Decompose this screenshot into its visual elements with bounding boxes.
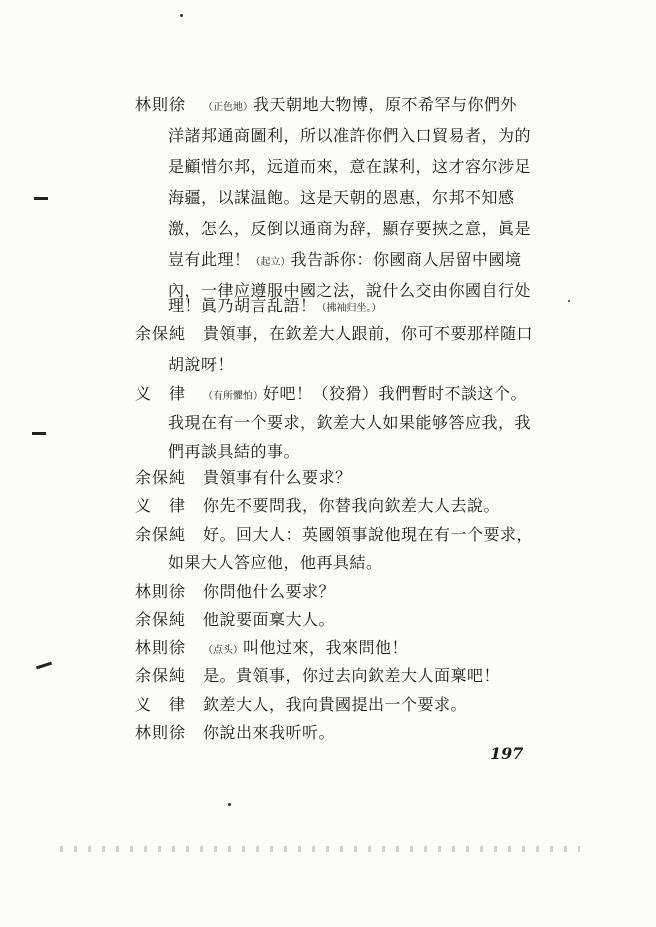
scan-speck [228, 803, 231, 806]
speaker-name: 林則徐 [135, 582, 187, 601]
speaker-name: 余保純 [135, 324, 187, 343]
dialogue-line [203, 666, 500, 686]
dialogue-text: 激，怎么，反倒以通商为辞，顯存要挾之意，眞是 [168, 219, 532, 238]
speaker-name: 余保純 [135, 468, 187, 487]
dialogue-line [203, 384, 527, 407]
dialogue-text: 們再談具結的事。 [168, 442, 301, 461]
dialogue-text: 貴領事有什么要求？ [203, 468, 352, 487]
page-number: 197 [490, 744, 524, 763]
scan-speck [180, 14, 183, 17]
dialogue-line [168, 250, 522, 273]
dialogue-text: 洋諸邦通商圖利，所以准許你們入口貿易者，为的 [168, 126, 532, 145]
dialogue-line [203, 525, 533, 545]
dialogue-line [168, 442, 300, 462]
dialogue-text: 好。回大人：英國領事說他現在有一个要求， [203, 525, 534, 544]
dialogue-text: 我天朝地大物博，原不希罕与你們外 [253, 95, 518, 114]
speaker-name: 林則徐 [135, 638, 187, 657]
dialogue-text: 欽差大人，我向貴國提出一个要求。 [203, 695, 468, 714]
dialogue-line [203, 496, 500, 516]
stage-direction: （正色地） [203, 102, 253, 113]
dialogue-line [168, 355, 234, 375]
speaker-name: 余保純 [135, 525, 187, 544]
dialogue-line [168, 413, 531, 433]
dialogue-text: 胡說呀！ [168, 355, 235, 374]
dialogue-text: 是。貴領事，你过去向欽差大人面稟吧！ [203, 666, 501, 685]
speaker-name: 义 律 [135, 384, 187, 403]
dialogue-text: 我現在有一个要求，欽差大人如果能够答应我，我 [168, 413, 532, 432]
stage-direction: （拂袖归坐。） [316, 303, 382, 314]
speaker-name: 林則徐 [135, 95, 187, 114]
dialogue-line [203, 638, 408, 661]
dialogue-line [203, 610, 335, 630]
dialogue-text: 是顧惜尔邦，远道而來，意在謀利，这才容尔涉足 [168, 157, 532, 176]
scan-mark [36, 662, 52, 670]
dialogue-text: 好吧！（狡猾）我們暫时不談这个。 [263, 384, 528, 403]
dialogue-text: 叫他过來，我來問他！ [243, 638, 409, 657]
scan-speck [568, 300, 570, 302]
dialogue-text: 你說出來我听听。 [203, 723, 336, 742]
speaker-name: 余保純 [135, 666, 187, 685]
dialogue-line [168, 188, 515, 208]
dialogue-text: 理！眞乃胡言乱語！ [168, 296, 317, 315]
dialogue-text: 我告訴你：你國商人居留中國境 [290, 250, 522, 269]
dialogue-text: 你先不要問我，你替我向欽差大人去說。 [203, 496, 501, 515]
dialogue-line [168, 126, 531, 146]
dialogue-line [168, 296, 382, 319]
speaker-name: 林則徐 [135, 723, 187, 742]
dialogue-line [203, 324, 533, 344]
dialogue-line [168, 553, 383, 573]
dialogue-text: 你問他什么要求？ [203, 582, 336, 601]
scan-mark [34, 197, 48, 200]
speaker-name: 义 律 [135, 695, 187, 714]
dialogue-line [203, 695, 467, 715]
speaker-name: 余保純 [135, 610, 187, 629]
dialogue-line [203, 95, 517, 118]
stage-direction: （点头） [203, 645, 243, 656]
dialogue-text: 內，一律应遵服中國之法，說什么交由你國自行处 [168, 281, 532, 300]
dialogue-text: 他說要面稟大人。 [203, 610, 336, 629]
stage-direction: （有所懼怕） [203, 391, 263, 402]
speaker-name: 义 律 [135, 496, 187, 515]
dialogue-text: 貴領事，在欽差大人跟前，你可不要那样随口 [203, 324, 534, 343]
scan-noise [60, 846, 580, 852]
dialogue-text: 如果大人答应他，他再具結。 [168, 553, 383, 572]
dialogue-line [203, 468, 352, 488]
dialogue-text: 豈有此理！ [168, 250, 251, 269]
scan-mark [32, 432, 46, 435]
dialogue-line [168, 219, 531, 239]
dialogue-text: 海疆，以謀温飽。这是天朝的恩惠，尔邦不知感 [168, 188, 515, 207]
dialogue-line [168, 157, 531, 177]
stage-direction: （起立） [250, 257, 291, 268]
dialogue-line [203, 723, 335, 743]
dialogue-line [203, 582, 335, 602]
